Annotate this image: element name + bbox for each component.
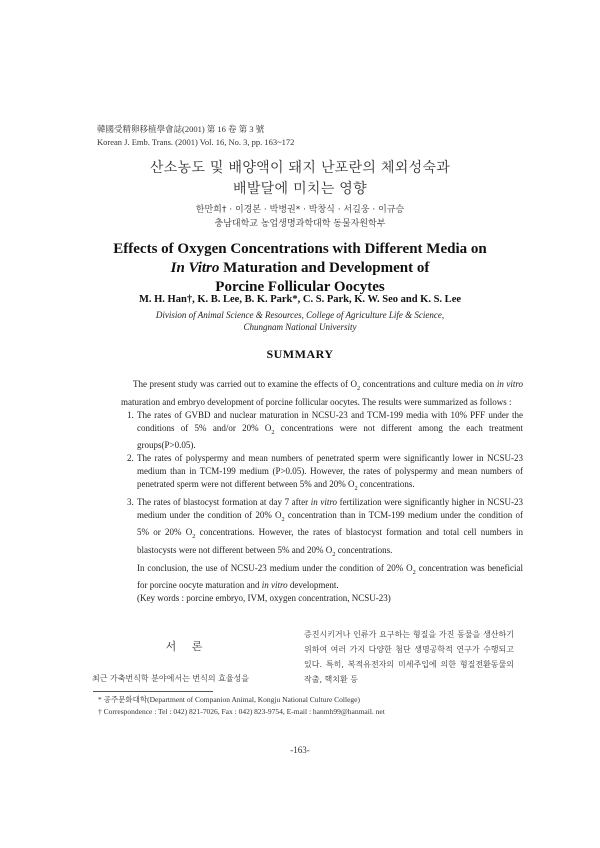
english-title-line2: [0, 259, 600, 278]
journal-line-korean: 韓國受精卵移植學會誌(2001) 第 16 卷 第 3 號: [97, 124, 265, 134]
intro-left-text: 최근 가축번식학 분야에서는 번식의 효율성을: [92, 674, 250, 683]
result-item-1: 1. The rates of GVBD and nuclear maturation in NCSU-23 and TCM-199 media with 10% PFF under the conditions of 5% and/or 20% $O_2$ concentrations were not different among the each treatment groups(P>0.05).: [127, 409, 523, 451]
english-title-line3: Porcine Follicular Oocytes: [215, 279, 385, 295]
keywords: (Key words : porcine embryo, IVM, oxygen concentration, NCSU-23): [137, 593, 391, 604]
result-item-3: 3. The rates of blastocyst formation at day 7 after in vitro fertilization were significantly higher in NCSU-23 medium under the condition of 20% $O_2$ concentration than in TCM-199 medium under the condition of 5% or 20% $O_2$ concentrations. However, the rates of blastocyst formation and total cell numbers in blastocysts were not different between 5% and 20% $O_2$ concentrations.: [127, 496, 523, 558]
summary-body: [121, 378, 523, 605]
journal-line-english: Korean J. Emb. Trans. (2001) Vol. 16, No. 3, pp. 163~172: [97, 137, 295, 147]
results-list: [121, 409, 523, 562]
korean-title: [0, 158, 600, 200]
affiliation-line1: Division of Animal Science & Resources, College of Agriculture Life & Science,: [155, 310, 445, 320]
korean-author-block: [0, 203, 600, 231]
title-line2-rest: Maturation and Development of: [219, 260, 430, 276]
english-affiliation: [0, 309, 600, 333]
english-authors: M. H. Han†, K. B. Lee, B. K. Park*, C. S. Park, K. W. Seo and K. S. Lee: [138, 294, 462, 305]
english-title-line1: Effects of Oxygen Concentrations with Different Media on: [113, 241, 487, 257]
summary-intro: The present study was carried out to examine the effects of $O_2$ concentrations and culture media on in vitro maturation and embryo development of porcine follicular oocytes. The results were summarized as follows :: [121, 379, 524, 407]
affiliation-line2: Chungnam National University: [243, 322, 357, 332]
english-title: [0, 240, 600, 297]
journal-header: [97, 123, 294, 149]
summary-conclusion: In conclusion, the use of NCSU-23 medium under the condition of 20% $O_2$ concentration was beneficial for porcine oocyte maturation and in vitro development.: [137, 562, 523, 591]
korean-title-line2: 배발달에 미치는 영향: [233, 181, 367, 197]
footnote-correspondence: † Correspondence : Tel : 042) 821-7026, Fax : 042) 823-9754, E-mail : hanmh99@hanmail. net: [98, 707, 385, 716]
footnote-divider: [93, 691, 213, 692]
footnote-affiliation: * 공주문화대학(Department of Companion Animal, Kongju National Culture College): [98, 695, 360, 704]
korean-affiliation: 충남대학교 농업생명과학대학 동물자원학부: [214, 219, 386, 229]
page-number: -163-: [290, 745, 310, 755]
summary-heading: SUMMARY: [266, 347, 334, 361]
intro-left-column: [92, 638, 282, 686]
intro-right-column: 증진시키거나 인류가 요구하는 형질을 가진 동물을 생산하기 위하여 여러 가지 다양한 첨단 생명공학적 연구가 수행되고 있다. 특히, 복적유전자의 미세주입에 의한 형질전환동물의 작출, 핵치환 등: [304, 630, 514, 684]
result-item-2: 2. The rates of polyspermy and mean numbers of penetrated sperm were significantly lower in NCSU-23 medium than in TCM-199 medium (P>0.05). However, the rates of polyspermy and mean numbers of penetrated sperm were not different between 5% and 20% $O_2$ concentrations.: [127, 453, 523, 492]
title-in-vitro: In Vitro: [170, 260, 220, 276]
korean-title-line1: 산소농도 및 배양액이 돼지 난포란의 체외성숙과: [149, 160, 451, 176]
korean-authors: 한만희† · 이경본 · 박병권* · 박창식 · 서길웅 · 이규승: [195, 205, 405, 215]
footnotes: [98, 694, 385, 718]
intro-heading: 서 론: [165, 640, 209, 653]
